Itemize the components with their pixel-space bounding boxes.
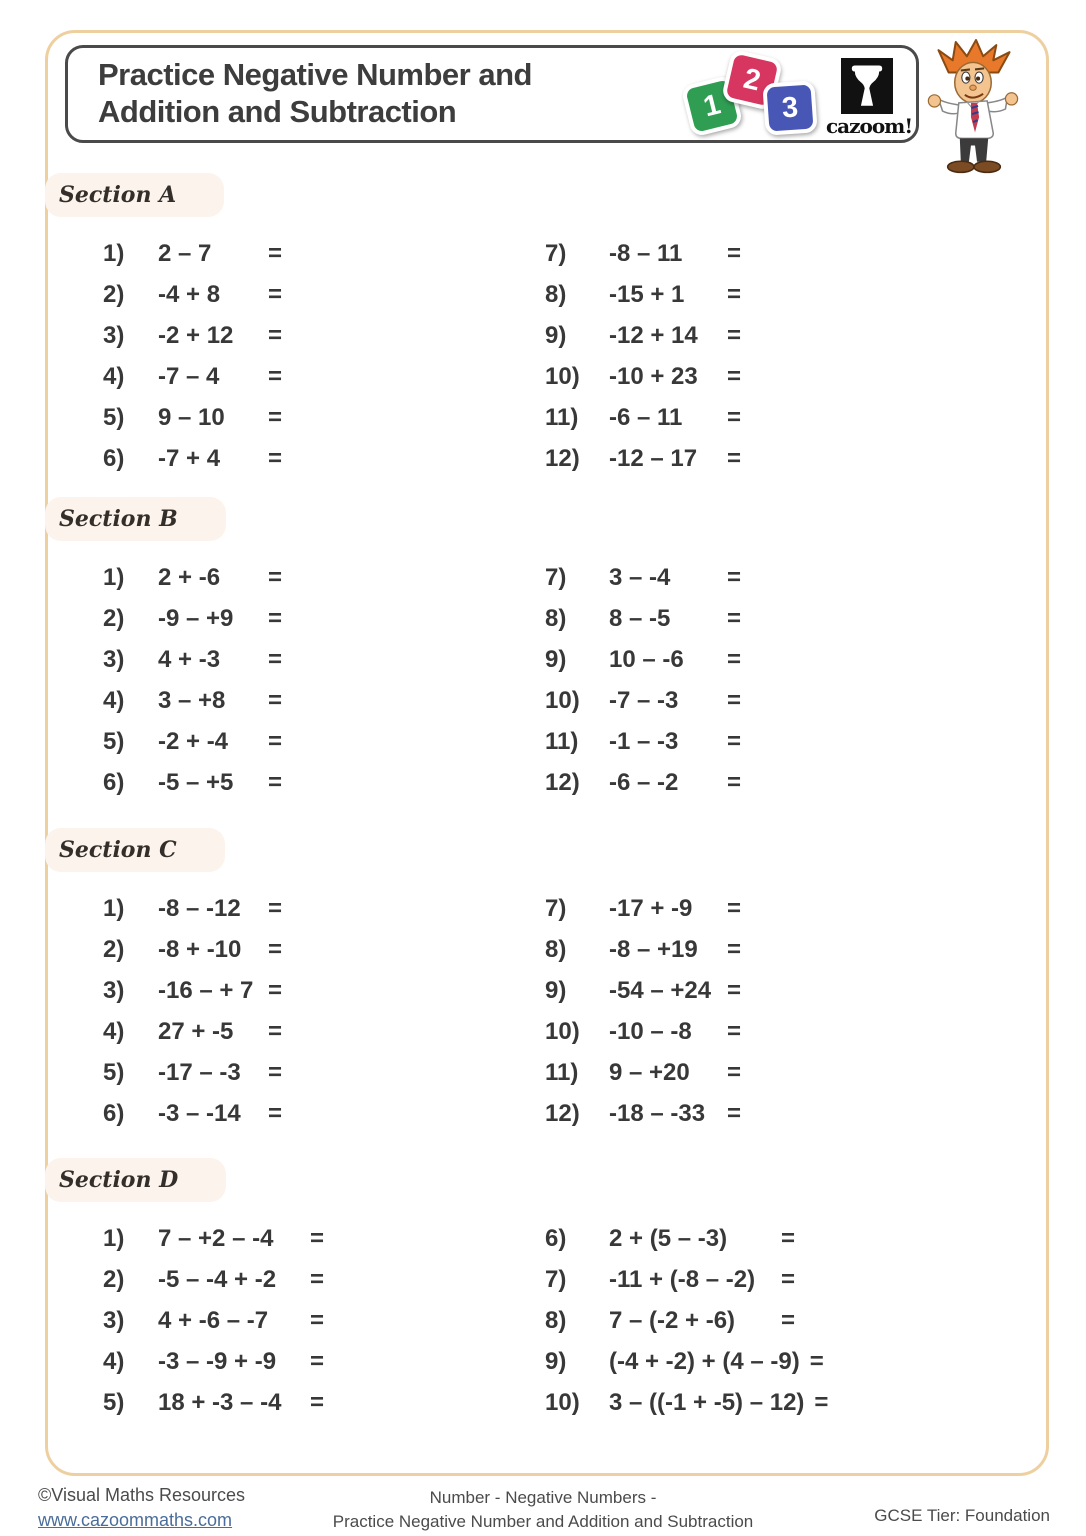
problem-expression: 3 – ((-1 + -5) – 12) (609, 1388, 805, 1416)
problem-number: 6) (103, 444, 125, 472)
problem-number: 5) (103, 1388, 125, 1416)
equals-sign: = (268, 563, 283, 591)
section-label (45, 1158, 226, 1202)
problem-number: 4) (103, 362, 125, 390)
problem-row (103, 929, 545, 970)
problems-column-left (103, 1218, 545, 1423)
equals-sign: = (268, 686, 283, 714)
problem-row (103, 1382, 545, 1423)
problem-number: 7) (545, 1265, 567, 1293)
problem-row (545, 356, 987, 397)
problem-expression: 7 – +2 – -4 (158, 1224, 274, 1252)
problem-number: 7) (545, 239, 567, 267)
problem-expression: -15 + 1 (609, 280, 685, 308)
section-columns (45, 888, 1043, 1134)
problem-row (545, 315, 987, 356)
problem-row (103, 315, 545, 356)
problem-expression: -8 – -12 (158, 894, 241, 922)
problem-row (545, 1218, 987, 1259)
problem-number: 12) (545, 768, 580, 796)
problem-row (103, 233, 545, 274)
problem-expression: -2 + 12 (158, 321, 234, 349)
problem-expression: -6 – -2 (609, 768, 679, 796)
problem-row (103, 598, 545, 639)
problem-row (545, 598, 987, 639)
problem-expression: 2 + -6 (158, 563, 221, 591)
problem-row (103, 557, 545, 598)
worksheet-section (45, 828, 1043, 1134)
problem-expression: -10 – -8 (609, 1017, 692, 1045)
equals-sign: = (727, 935, 742, 963)
problem-number: 12) (545, 444, 580, 472)
problem-row (103, 356, 545, 397)
problem-number: 11) (545, 727, 579, 755)
problem-row (103, 1259, 545, 1300)
page-title-line2: Addition and Subtraction (98, 94, 457, 129)
problem-row (545, 438, 987, 479)
equals-sign: = (268, 645, 283, 673)
problem-number: 8) (545, 935, 567, 963)
problem-expression: 3 – +8 (158, 686, 226, 714)
problem-row (545, 557, 987, 598)
problem-row (545, 1300, 987, 1341)
equals-sign: = (727, 1058, 742, 1086)
problem-expression: -17 – -3 (158, 1058, 241, 1086)
equals-sign: = (727, 604, 742, 632)
problem-row (103, 888, 545, 929)
problem-number: 9) (545, 1347, 567, 1375)
problem-number: 5) (103, 403, 125, 431)
problem-number: 2) (103, 935, 125, 963)
problems-column-right (545, 557, 987, 803)
equals-sign: = (781, 1306, 796, 1334)
equals-sign: = (727, 686, 742, 714)
problem-number: 3) (103, 321, 125, 349)
problem-row (545, 639, 987, 680)
worksheet-header (65, 45, 919, 143)
equals-sign: = (310, 1388, 325, 1416)
problem-number: 9) (545, 645, 567, 673)
problem-expression: -16 – + 7 (158, 976, 254, 1004)
problem-number: 6) (103, 768, 125, 796)
worksheet-section (45, 173, 1043, 479)
equals-sign: = (727, 1099, 742, 1127)
problems-column-right (545, 233, 987, 479)
problem-number: 10) (545, 362, 580, 390)
problem-row (545, 1093, 987, 1134)
problem-expression: -12 + 14 (609, 321, 698, 349)
problem-row (103, 1011, 545, 1052)
problem-number: 1) (103, 1224, 125, 1252)
equals-sign: = (727, 768, 742, 796)
section-label (45, 497, 226, 541)
problem-number: 11) (545, 403, 579, 431)
problem-number: 11) (545, 1058, 579, 1086)
problem-expression: -54 – +24 (609, 976, 712, 1004)
problem-row (103, 438, 545, 479)
problems-column-right (545, 1218, 987, 1423)
problem-expression: -10 + 23 (609, 362, 698, 390)
problem-row (103, 1052, 545, 1093)
problem-expression: -4 + 8 (158, 280, 221, 308)
brand-name: cazoom! (826, 114, 913, 138)
problem-number: 3) (103, 976, 125, 1004)
problem-row (545, 970, 987, 1011)
footer-website-link[interactable]: www.cazoommaths.com (38, 1510, 233, 1530)
problem-expression: -5 – -4 + -2 (158, 1265, 277, 1293)
equals-sign: = (268, 768, 283, 796)
page-title (98, 56, 532, 130)
equals-sign: = (727, 444, 742, 472)
problem-number: 3) (103, 1306, 125, 1334)
problem-expression: -9 – +9 (158, 604, 234, 632)
problem-row (545, 721, 987, 762)
equals-sign: = (268, 362, 283, 390)
problem-number: 3) (103, 645, 125, 673)
section-label-text: Section C (59, 837, 177, 863)
equals-sign: = (268, 976, 283, 1004)
equals-sign: = (727, 362, 742, 390)
problem-expression: 4 + -6 – -7 (158, 1306, 269, 1334)
problem-expression: -18 – -33 (609, 1099, 706, 1127)
problem-number: 4) (103, 686, 125, 714)
problem-number: 2) (103, 604, 125, 632)
number-tile-2-icon: 2 (721, 49, 783, 111)
number-tile-1-icon: 1 (680, 74, 743, 137)
problem-expression: 2 + (5 – -3) (609, 1224, 728, 1252)
section-columns (45, 557, 1043, 803)
equals-sign: = (268, 403, 283, 431)
equals-sign: = (268, 1099, 283, 1127)
problem-number: 1) (103, 239, 125, 267)
problem-row (103, 721, 545, 762)
problem-expression: -8 – 11 (609, 239, 683, 267)
equals-sign: = (727, 894, 742, 922)
number-tiles-icon (686, 56, 816, 136)
problem-row (545, 274, 987, 315)
problem-expression: 10 – -6 (609, 645, 684, 673)
problem-row (545, 762, 987, 803)
problem-expression: -11 + (-8 – -2) (609, 1265, 756, 1293)
problem-expression: -7 + 4 (158, 444, 221, 472)
problem-expression: 3 – -4 (609, 563, 671, 591)
problem-expression: 9 – +20 (609, 1058, 690, 1086)
equals-sign: = (727, 280, 742, 308)
problems-column-right (545, 888, 987, 1134)
problem-row (545, 233, 987, 274)
equals-sign: = (727, 645, 742, 673)
equals-sign: = (727, 321, 742, 349)
problem-number: 5) (103, 727, 125, 755)
problem-expression: 4 + -3 (158, 645, 221, 673)
equals-sign: = (781, 1224, 796, 1252)
problem-expression: (-4 + -2) + (4 – -9) (609, 1347, 800, 1375)
problem-expression: 7 – (-2 + -6) (609, 1306, 736, 1334)
equals-sign: = (268, 1017, 283, 1045)
problem-row (545, 929, 987, 970)
equals-sign: = (268, 239, 283, 267)
equals-sign: = (781, 1265, 796, 1293)
problem-row (103, 274, 545, 315)
problem-number: 10) (545, 1388, 580, 1416)
problems-column-left (103, 888, 545, 1134)
problem-expression: 9 – 10 (158, 403, 225, 431)
problem-row (103, 762, 545, 803)
page-title-line1: Practice Negative Number and (98, 57, 532, 92)
equals-sign: = (268, 604, 283, 632)
problem-number: 1) (103, 894, 125, 922)
section-label (45, 173, 224, 217)
problem-number: 8) (545, 604, 567, 632)
equals-sign: = (310, 1347, 325, 1375)
section-label-text: Section B (59, 506, 178, 532)
problem-number: 8) (545, 280, 567, 308)
equals-sign: = (727, 239, 742, 267)
problem-number: 5) (103, 1058, 125, 1086)
problem-row (545, 1011, 987, 1052)
footer-copyright: ©Visual Maths Resources (38, 1485, 246, 1505)
problem-row (545, 888, 987, 929)
problem-number: 2) (103, 280, 125, 308)
problem-number: 7) (545, 894, 567, 922)
problem-row (103, 639, 545, 680)
equals-sign: = (727, 1017, 742, 1045)
equals-sign: = (310, 1306, 325, 1334)
worksheet-section (45, 497, 1043, 803)
footer-tier: GCSE Tier: Foundation (874, 1506, 1050, 1525)
problem-number: 4) (103, 1347, 125, 1375)
equals-sign: = (268, 1058, 283, 1086)
problem-number: 6) (103, 1099, 125, 1127)
problem-expression: -1 – -3 (609, 727, 679, 755)
problem-number: 6) (545, 1224, 567, 1252)
equals-sign: = (268, 444, 283, 472)
equals-sign: = (268, 321, 283, 349)
problem-row (103, 1218, 545, 1259)
problem-number: 12) (545, 1099, 580, 1127)
problem-number: 8) (545, 1306, 567, 1334)
equals-sign: = (268, 894, 283, 922)
section-label-text: Section A (59, 182, 177, 208)
problem-number: 4) (103, 1017, 125, 1045)
problem-row (545, 1052, 987, 1093)
section-columns (45, 233, 1043, 479)
problem-row (545, 1259, 987, 1300)
equals-sign: = (310, 1265, 325, 1293)
problem-number: 2) (103, 1265, 125, 1293)
problem-row (103, 680, 545, 721)
problem-number: 9) (545, 976, 567, 1004)
equals-sign: = (268, 935, 283, 963)
number-tile-3-icon: 3 (762, 80, 818, 136)
problem-expression: -3 – -14 (158, 1099, 241, 1127)
problem-number: 9) (545, 321, 567, 349)
problem-row (103, 1093, 545, 1134)
equals-sign: = (727, 727, 742, 755)
problem-expression: -6 – 11 (609, 403, 683, 431)
footer-center (233, 1486, 853, 1534)
equals-sign: = (310, 1224, 325, 1252)
section-columns (45, 1218, 1043, 1423)
equals-sign: = (814, 1388, 829, 1416)
problem-row (103, 970, 545, 1011)
problem-row (545, 397, 987, 438)
footer-category-line2: Practice Negative Number and Addition and Subtraction (332, 1512, 754, 1531)
drum-icon (841, 58, 893, 114)
problem-expression: -5 – +5 (158, 768, 234, 796)
problem-expression: -2 + -4 (158, 727, 229, 755)
problem-expression: -17 + -9 (609, 894, 693, 922)
equals-sign: = (727, 403, 742, 431)
problem-expression: -8 – +19 (609, 935, 698, 963)
problem-row (103, 397, 545, 438)
problem-row (103, 1341, 545, 1382)
equals-sign: = (727, 563, 742, 591)
cazoom-logo (826, 58, 913, 138)
problem-expression: 27 + -5 (158, 1017, 234, 1045)
problem-expression: -12 – 17 (609, 444, 698, 472)
problem-expression: 8 – -5 (609, 604, 671, 632)
problem-number: 1) (103, 563, 125, 591)
problem-expression: 2 – 7 (158, 239, 212, 267)
problem-row (545, 1341, 987, 1382)
footer-category-line1: Number - Negative Numbers - (429, 1488, 657, 1507)
problems-column-left (103, 557, 545, 803)
equals-sign: = (268, 727, 283, 755)
problem-expression: 18 + -3 – -4 (158, 1388, 282, 1416)
problem-number: 7) (545, 563, 567, 591)
worksheet-section (45, 1158, 1043, 1423)
problem-expression: -3 – -9 + -9 (158, 1347, 277, 1375)
footer-left (38, 1483, 245, 1533)
problem-expression: -7 – -3 (609, 686, 679, 714)
problem-row (545, 680, 987, 721)
equals-sign: = (727, 976, 742, 1004)
equals-sign: = (268, 280, 283, 308)
problem-expression: -7 – 4 (158, 362, 220, 390)
section-label-text: Section D (59, 1167, 179, 1193)
problem-row (103, 1300, 545, 1341)
mascot-icon (915, 38, 1033, 180)
mascot-illustration (915, 38, 1033, 180)
section-label (45, 828, 225, 872)
problems-column-left (103, 233, 545, 479)
equals-sign: = (809, 1347, 824, 1375)
problem-expression: -8 + -10 (158, 935, 242, 963)
problem-number: 10) (545, 1017, 580, 1045)
problem-number: 10) (545, 686, 580, 714)
problem-row (545, 1382, 987, 1423)
